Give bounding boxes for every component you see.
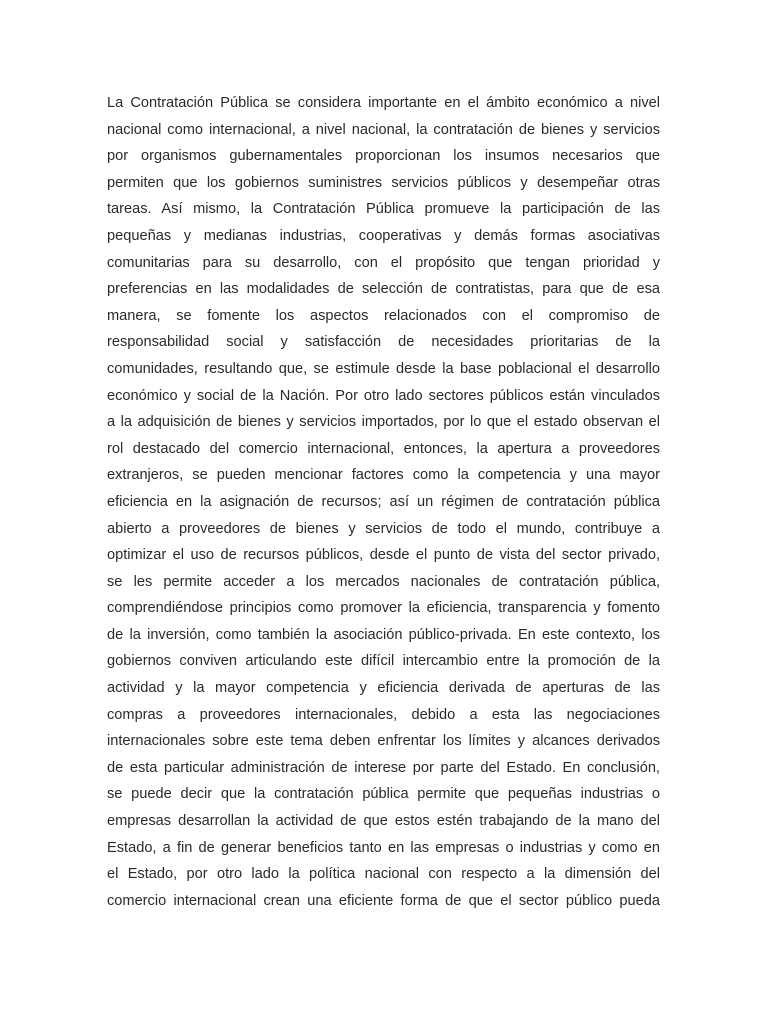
paragraph-line: manera, se fomente los aspectos relacionados con el compromiso de bbox=[107, 307, 660, 324]
paragraph-line: económico y social de la Nación. Por otro lado sectores públicos están vinculados bbox=[107, 387, 660, 404]
paragraph-line: preferencias en las modalidades de selección de contratistas, para que de esa bbox=[107, 281, 660, 298]
paragraph-line: pequeñas y medianas industrias, cooperativas y demás formas asociativas bbox=[107, 227, 660, 244]
body-paragraph bbox=[107, 90, 660, 914]
paragraph-line: empresas desarrollan la actividad de que estos estén trabajando de la mano del bbox=[107, 813, 660, 830]
paragraph-line: permiten que los gobiernos suministres servicios públicos y desempeñar otras bbox=[107, 174, 660, 191]
paragraph-line: comercio internacional crean una eficiente forma de que el sector público pueda bbox=[107, 892, 660, 909]
paragraph-line: Estado, a fin de generar beneficios tanto en las empresas o industrias y como en bbox=[107, 839, 660, 856]
paragraph-line: abierto a proveedores de bienes y servicios de todo el mundo, contribuye a bbox=[107, 520, 660, 537]
paragraph-line: rol destacado del comercio internacional, entonces, la apertura a proveedores bbox=[107, 440, 660, 457]
paragraph-line: comunitarias para su desarrollo, con el propósito que tengan prioridad y bbox=[107, 254, 660, 271]
paragraph-line: se les permite acceder a los mercados nacionales de contratación pública, bbox=[107, 573, 660, 590]
paragraph-line: a la adquisición de bienes y servicios importados, por lo que el estado observan el bbox=[107, 414, 660, 431]
paragraph-line: eficiencia en la asignación de recursos; así un régimen de contratación pública bbox=[107, 493, 660, 510]
paragraph-line: gobiernos conviven articulando este difícil intercambio entre la promoción de la bbox=[107, 653, 660, 670]
paragraph-line: de la inversión, como también la asociación público-privada. En este contexto, los bbox=[107, 626, 660, 643]
paragraph-line: extranjeros, se pueden mencionar factores como la competencia y una mayor bbox=[107, 467, 660, 484]
paragraph-line: optimizar el uso de recursos públicos, desde el punto de vista del sector privado, bbox=[107, 547, 660, 564]
paragraph-line: de esta particular administración de interese por parte del Estado. En conclusión, bbox=[107, 759, 660, 776]
paragraph-line: compras a proveedores internacionales, debido a esta las negociaciones bbox=[107, 706, 660, 723]
paragraph-line: responsabilidad social y satisfacción de necesidades prioritarias de la bbox=[107, 334, 660, 351]
paragraph-line: comunidades, resultando que, se estimule desde la base poblacional el desarrollo bbox=[107, 360, 660, 377]
paragraph-line: actividad y la mayor competencia y eficiencia derivada de aperturas de las bbox=[107, 680, 660, 697]
paragraph-line: tareas. Así mismo, la Contratación Pública promueve la participación de las bbox=[107, 201, 660, 218]
paragraph-line: nacional como internacional, a nivel nacional, la contratación de bienes y servicios bbox=[107, 121, 660, 138]
paragraph-line: se puede decir que la contratación pública permite que pequeñas industrias o bbox=[107, 786, 660, 803]
paragraph-line: internacionales sobre este tema deben enfrentar los límites y alcances derivados bbox=[107, 733, 660, 750]
paragraph-line: por organismos gubernamentales proporcionan los insumos necesarios que bbox=[107, 148, 660, 165]
paragraph-line: La Contratación Pública se considera importante en el ámbito económico a nivel bbox=[107, 95, 660, 111]
paragraph-line: comprendiéndose principios como promover la eficiencia, transparencia y fomento bbox=[107, 600, 660, 617]
paragraph-line: el Estado, por otro lado la política nacional con respecto a la dimensión del bbox=[107, 866, 660, 883]
